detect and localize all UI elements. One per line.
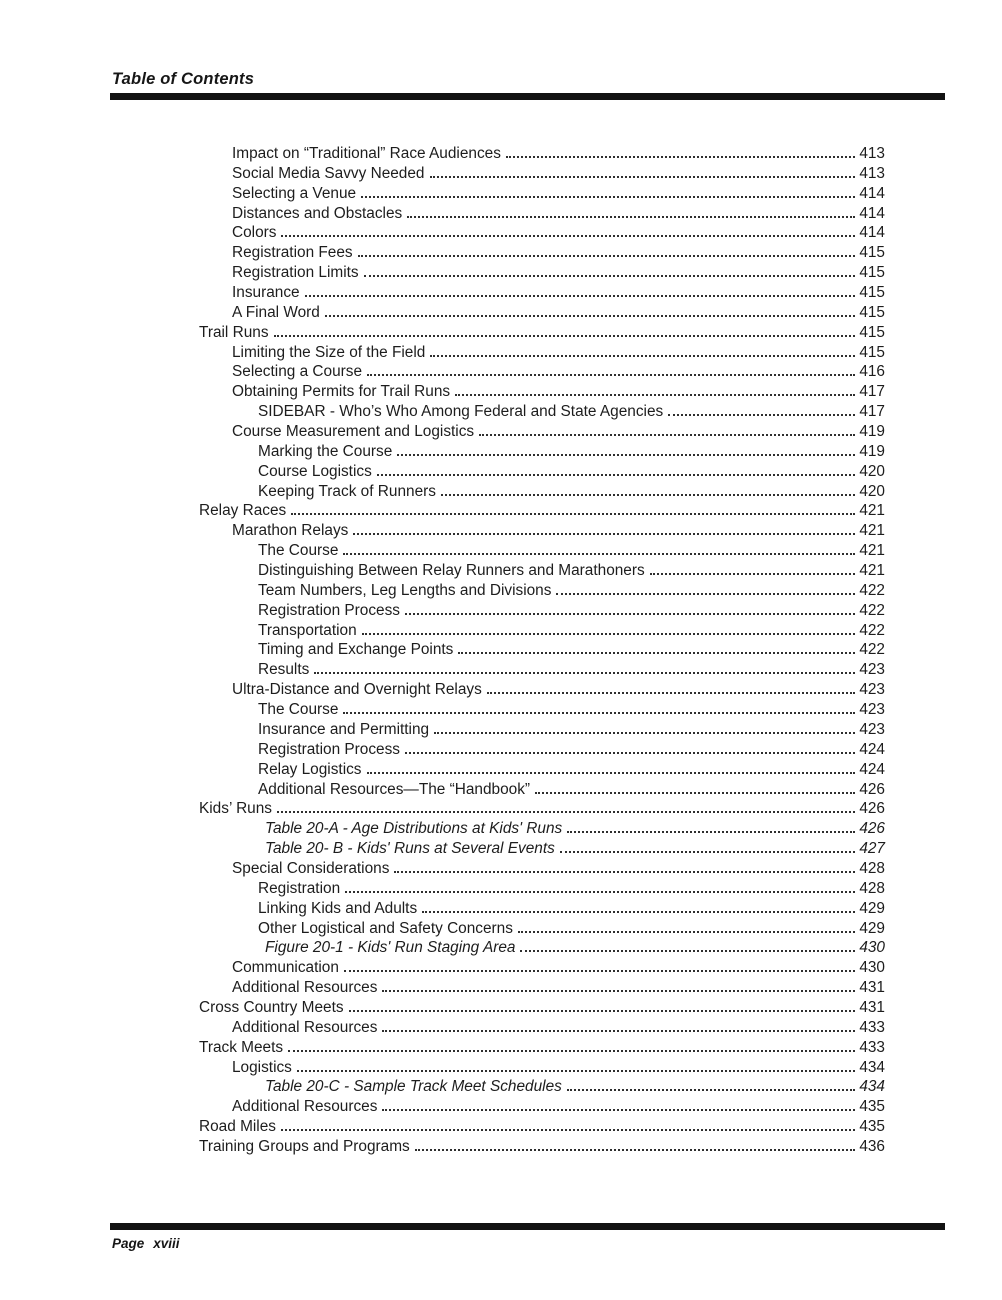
toc-dotted-leader	[314, 672, 855, 674]
toc-entry-label: A Final Word	[232, 303, 320, 321]
toc-entry-page: 421	[859, 562, 885, 580]
toc-entry-label: Linking Kids and Adults	[258, 899, 418, 917]
toc-dotted-leader	[520, 950, 855, 952]
toc-entry-page: 426	[859, 800, 885, 818]
toc-entry-label: Registration Process	[258, 601, 400, 619]
toc-entry-label: Table 20- B - Kids' Runs at Several Events	[265, 840, 555, 858]
toc-entry-label: Distinguishing Between Relay Runners and Marathoners	[258, 562, 645, 580]
toc-entry	[199, 660, 885, 680]
toc-entry-page: 423	[859, 681, 885, 699]
toc-dotted-leader	[668, 414, 855, 416]
toc-entry	[199, 184, 885, 204]
toc-entry-page: 428	[859, 859, 885, 877]
toc-entry-label: Trail Runs	[199, 323, 269, 341]
toc-dotted-leader	[361, 196, 855, 198]
toc-entry	[199, 839, 885, 859]
toc-entry-label: Timing and Exchange Points	[258, 641, 454, 659]
toc-dotted-leader	[367, 772, 856, 774]
toc-entry-page: 422	[859, 581, 885, 599]
toc-entry	[199, 1097, 885, 1117]
toc-entry-page: 434	[859, 1058, 885, 1076]
toc-entry	[199, 362, 885, 382]
toc-dotted-leader	[382, 1109, 855, 1111]
toc-entry	[199, 581, 885, 601]
toc-dotted-leader	[281, 1129, 855, 1131]
toc-entry-page: 413	[859, 145, 885, 162]
footer-page-label: Page	[112, 1236, 145, 1251]
toc-entry	[199, 1038, 885, 1058]
toc-entry	[199, 760, 885, 780]
toc-dotted-leader	[434, 732, 855, 734]
toc-dotted-leader	[567, 1089, 855, 1091]
toc-entry	[199, 382, 885, 402]
toc-dotted-leader	[405, 752, 855, 754]
toc-entry	[199, 1137, 885, 1157]
toc-entry-page: 415	[859, 323, 885, 341]
toc-entry-page: 424	[859, 740, 885, 758]
toc-entry-page: 417	[859, 383, 885, 401]
toc-entry	[199, 998, 885, 1018]
toc-entry-page: 423	[859, 661, 885, 679]
toc-dotted-leader	[518, 931, 855, 933]
toc-dotted-leader	[325, 315, 855, 317]
toc-entry-page: 435	[859, 1098, 885, 1116]
toc-entry-label: Kids’ Runs	[199, 800, 272, 818]
toc-entry-label: Colors	[232, 224, 277, 242]
toc-dotted-leader	[297, 1070, 855, 1072]
toc-entry	[199, 323, 885, 343]
toc-entry-label: Additional Resources	[232, 979, 378, 997]
toc-dotted-leader	[479, 434, 855, 436]
toc-entry-label: Relay Logistics	[258, 760, 362, 778]
toc-entry-page: 430	[859, 959, 885, 977]
toc-dotted-leader	[441, 494, 855, 496]
toc-entry	[199, 541, 885, 561]
toc-entry-page: 426	[859, 780, 885, 798]
toc-dotted-leader	[288, 1050, 855, 1052]
toc-entry-label: Distances and Obstacles	[232, 204, 403, 222]
toc-entry-page: 421	[859, 542, 885, 560]
toc-entry-label: Insurance and Permitting	[258, 720, 430, 738]
toc-entry-page: 427	[859, 840, 885, 858]
toc-entry-label: Insurance	[232, 284, 300, 302]
toc-entry-label: Registration Process	[258, 740, 400, 758]
toc-entry-page: 431	[859, 979, 885, 997]
toc-dotted-leader	[364, 275, 856, 277]
toc-entry-label: SIDEBAR - Who’s Who Among Federal and State Agencies	[258, 403, 664, 421]
toc-entry-page: 422	[859, 621, 885, 639]
toc-entry-page: 416	[859, 363, 885, 381]
toc-entry-page: 421	[859, 522, 885, 540]
toc-entry-label: Obtaining Permits for Trail Runs	[232, 383, 451, 401]
toc-entry	[199, 1058, 885, 1078]
toc-entry-label: Selecting a Course	[232, 363, 363, 381]
toc-entry	[199, 700, 885, 720]
toc-entry-page: 415	[859, 343, 885, 361]
toc-entry-page: 421	[859, 502, 885, 520]
toc-entry	[199, 938, 885, 958]
toc-entry	[199, 1077, 885, 1097]
toc-entry	[199, 462, 885, 482]
toc-dotted-leader	[407, 216, 855, 218]
toc-entry-page: 424	[859, 760, 885, 778]
toc-entry-page: 413	[859, 164, 885, 182]
toc-dotted-leader	[291, 513, 855, 515]
toc-dotted-leader	[358, 255, 856, 257]
toc-entry-page: 414	[859, 184, 885, 202]
page-footer	[112, 1236, 180, 1251]
toc-entry	[199, 740, 885, 760]
toc-dotted-leader	[281, 235, 855, 237]
toc-entry-label: The Course	[258, 542, 339, 560]
toc-dotted-leader	[556, 593, 855, 595]
toc-entry-label: Additional Resources	[232, 1098, 378, 1116]
toc-entry-label: Special Considerations	[232, 859, 390, 877]
toc-entry-page: 415	[859, 264, 885, 282]
toc-entry	[199, 263, 885, 283]
toc-entry	[199, 640, 885, 660]
toc-dotted-leader	[430, 355, 855, 357]
toc-entry-label: The Course	[258, 701, 339, 719]
toc-entry-label: Results	[258, 661, 310, 679]
toc-entry-page: 414	[859, 204, 885, 222]
toc-dotted-leader	[353, 533, 855, 535]
toc-entry	[199, 978, 885, 998]
toc-entry	[199, 561, 885, 581]
toc-dotted-leader	[382, 1030, 855, 1032]
toc-entry-label: Keeping Track of Runners	[258, 482, 436, 500]
toc-entry	[199, 482, 885, 502]
toc-dotted-leader	[650, 573, 856, 575]
toc-entry-page: 435	[859, 1118, 885, 1136]
toc-entry-page: 431	[859, 998, 885, 1016]
toc-entry	[199, 343, 885, 363]
toc-entry-label: Other Logistical and Safety Concerns	[258, 919, 513, 937]
toc-dotted-leader	[344, 970, 855, 972]
toc-entry-label: Registration Fees	[232, 244, 353, 262]
toc-entry	[199, 442, 885, 462]
toc-entry-label: Impact on “Traditional” Race Audiences	[232, 145, 501, 162]
toc-entry	[199, 799, 885, 819]
toc-entry-page: 433	[859, 1038, 885, 1056]
toc-entry	[199, 303, 885, 323]
toc-entry	[199, 422, 885, 442]
toc-dotted-leader	[415, 1149, 856, 1151]
toc-entry-label: Social Media Savvy Needed	[232, 164, 425, 182]
toc-dotted-leader	[567, 831, 855, 833]
toc-entry	[199, 501, 885, 521]
page-title: Table of Contents	[112, 70, 255, 88]
toc-dotted-leader	[535, 792, 855, 794]
toc-entry	[199, 402, 885, 422]
toc-entry-label: Team Numbers, Leg Lengths and Divisions	[258, 581, 552, 599]
toc-dotted-leader	[560, 851, 856, 853]
toc-entry	[199, 1117, 885, 1137]
toc-dotted-leader	[394, 871, 855, 873]
toc-entry-page: 415	[859, 244, 885, 262]
toc-dotted-leader	[349, 1010, 856, 1012]
toc-dotted-leader	[382, 990, 855, 992]
toc-entry-page: 419	[859, 423, 885, 441]
toc-entry-label: Ultra-Distance and Overnight Relays	[232, 681, 482, 699]
toc-dotted-leader	[377, 474, 856, 476]
toc-entry	[199, 621, 885, 641]
toc-dotted-leader	[343, 712, 855, 714]
toc-entry-label: Course Measurement and Logistics	[232, 423, 475, 441]
toc-dotted-leader	[367, 374, 855, 376]
toc-dotted-leader	[487, 692, 856, 694]
toc-dotted-leader	[362, 633, 856, 635]
toc-dotted-leader	[343, 553, 855, 555]
toc-entry-page: 423	[859, 701, 885, 719]
toc-entry-page: 415	[859, 284, 885, 302]
toc-entry-page: 420	[859, 482, 885, 500]
toc-entry-page: 417	[859, 403, 885, 421]
toc-entry	[199, 164, 885, 184]
toc-entry	[199, 144, 885, 164]
toc-entry-page: 423	[859, 720, 885, 738]
toc-entry-label: Marathon Relays	[232, 522, 349, 540]
toc-entry	[199, 919, 885, 939]
toc-entry-label: Limiting the Size of the Field	[232, 343, 426, 361]
toc-entry-label: Cross Country Meets	[199, 998, 344, 1016]
toc-entry-label: Table 20-C - Sample Track Meet Schedules	[265, 1078, 562, 1096]
toc-entry-label: Training Groups and Programs	[199, 1137, 410, 1155]
toc-entry-label: Additional Resources	[232, 1018, 378, 1036]
toc-entry-page: 433	[859, 1018, 885, 1036]
toc-dotted-leader	[274, 335, 856, 337]
toc-entry-label: Relay Races	[199, 502, 287, 520]
toc-entry-label: Road Miles	[199, 1118, 276, 1136]
toc-entry-label: Track Meets	[199, 1038, 284, 1056]
header-rule	[110, 93, 945, 100]
toc-entry-label: Registration	[258, 879, 341, 897]
toc-dotted-leader	[506, 156, 855, 158]
toc-entry	[199, 521, 885, 541]
toc-entry	[199, 223, 885, 243]
toc-entry-page: 422	[859, 601, 885, 619]
toc-entry-label: Registration Limits	[232, 264, 359, 282]
toc-entry	[199, 958, 885, 978]
toc-entry-page: 419	[859, 442, 885, 460]
toc-entry	[199, 780, 885, 800]
toc-entry-label: Communication	[232, 959, 339, 977]
toc-entry-label: Transportation	[258, 621, 357, 639]
toc-entry-page: 434	[859, 1078, 885, 1096]
toc-entry-page: 420	[859, 462, 885, 480]
footer-rule	[110, 1223, 945, 1230]
toc-list	[199, 144, 885, 1157]
toc-dotted-leader	[277, 811, 855, 813]
toc-entry	[199, 879, 885, 899]
toc-entry	[199, 819, 885, 839]
toc-dotted-leader	[455, 394, 855, 396]
toc-dotted-leader	[305, 295, 856, 297]
footer-page-number: xviii	[153, 1236, 180, 1251]
toc-entry	[199, 680, 885, 700]
toc-entry-page: 430	[859, 939, 885, 957]
toc-entry-page: 415	[859, 303, 885, 321]
toc-entry-label: Table 20-A - Age Distributions at Kids' Runs	[265, 820, 563, 838]
toc-entry-label: Selecting a Venue	[232, 184, 357, 202]
toc-entry-page: 428	[859, 879, 885, 897]
toc-entry	[199, 1018, 885, 1038]
toc-entry-page: 429	[859, 899, 885, 917]
toc-dotted-leader	[458, 652, 855, 654]
toc-entry-page: 422	[859, 641, 885, 659]
toc-entry-page: 426	[859, 820, 885, 838]
toc-entry	[199, 283, 885, 303]
toc-dotted-leader	[405, 613, 855, 615]
toc-entry	[199, 601, 885, 621]
toc-entry-label: Marking the Course	[258, 442, 393, 460]
toc-dotted-leader	[345, 891, 855, 893]
toc-dotted-leader	[430, 176, 856, 178]
toc-entry	[199, 899, 885, 919]
toc-dotted-leader	[422, 911, 855, 913]
toc-entry	[199, 243, 885, 263]
toc-entry-page: 414	[859, 224, 885, 242]
toc-entry	[199, 859, 885, 879]
toc-entry-label: Course Logistics	[258, 462, 372, 480]
toc-entry	[199, 720, 885, 740]
toc-entry	[199, 204, 885, 224]
toc-entry-label: Additional Resources—The “Handbook”	[258, 780, 531, 798]
toc-entry-label: Figure 20-1 - Kids' Run Staging Area	[265, 939, 516, 957]
toc-entry-page: 436	[859, 1137, 885, 1155]
toc-entry-label: Logistics	[232, 1058, 292, 1076]
toc-dotted-leader	[397, 454, 855, 456]
toc-entry-page: 429	[859, 919, 885, 937]
